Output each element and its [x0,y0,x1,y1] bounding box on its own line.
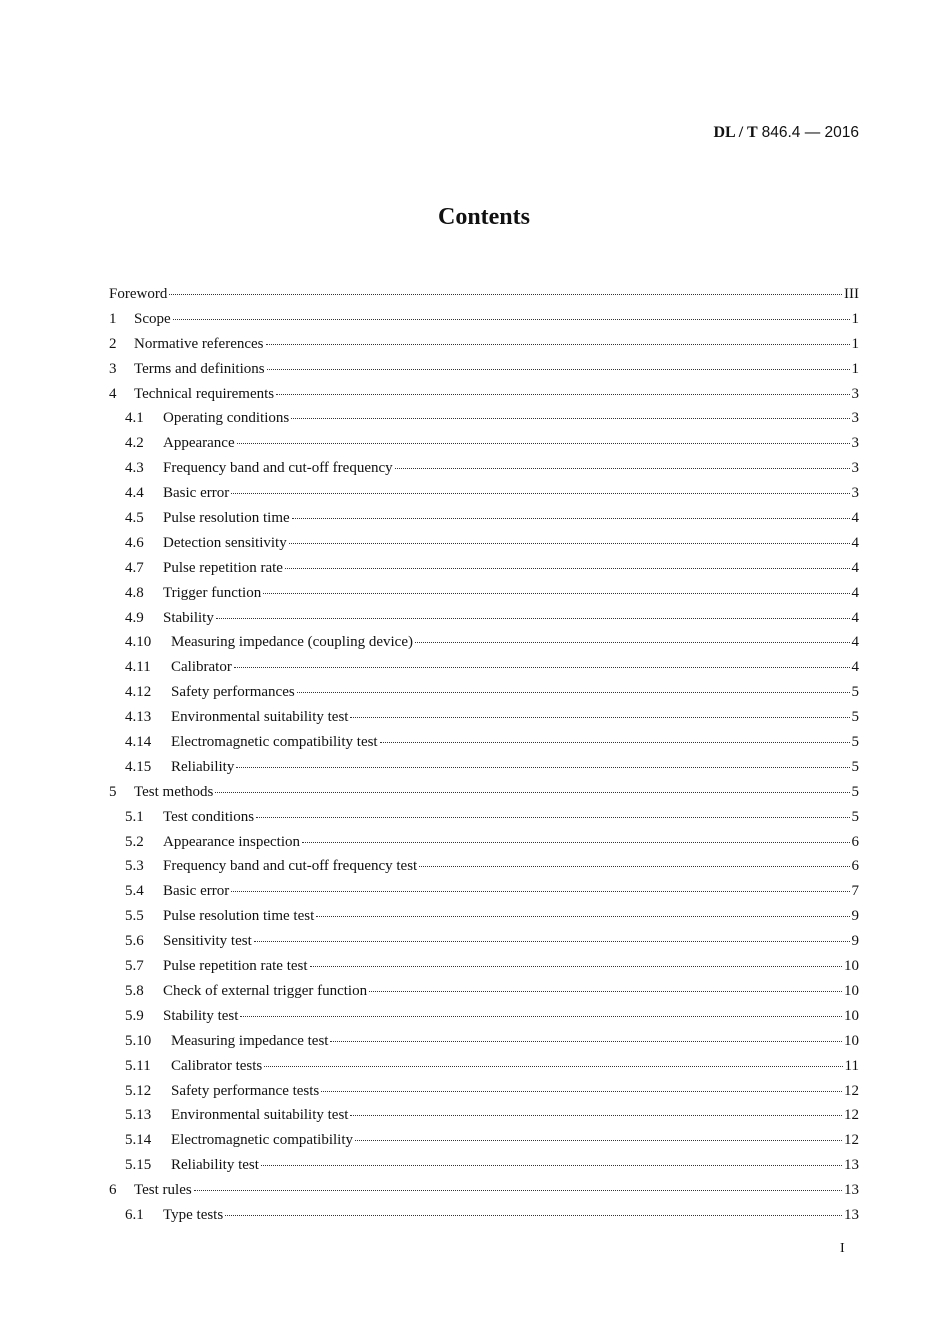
toc-entry-title: Foreword [109,286,168,302]
toc-entry[interactable] [109,406,859,431]
toc-entry-page: 11 [844,1057,859,1074]
dot-leader [380,740,850,743]
toc-entry-title: Terms and definitions [134,360,265,377]
toc-entry-title: Frequency band and cut-off frequency test [163,858,418,875]
toc-entry-number: 4.1 [125,410,144,427]
toc-entry-page: 4 [851,559,859,576]
toc-entry-number: 3 [109,360,117,377]
toc-entry[interactable] [109,556,859,581]
toc-entry-page: 12 [844,1107,859,1124]
toc-entry-title: Operating conditions [163,410,290,427]
toc-entry-title: Detection sensitivity [163,534,287,551]
toc-entry-title: Frequency band and cut-off frequency [163,460,393,477]
standard-code: DL / T [713,124,758,141]
toc-entry-title: Normative references [134,335,264,352]
toc-entry-title: Trigger function [163,584,262,601]
toc-entry-title: Pulse resolution time test [163,908,315,925]
toc-entry[interactable] [109,630,859,655]
toc-entry-page: 12 [844,1082,859,1099]
toc-entry-title: Check of external trigger function [163,982,368,999]
toc-entry[interactable] [109,979,859,1004]
toc-entry-title: Basic error [163,883,230,900]
toc-entry[interactable] [109,481,859,506]
toc-entry-title: Measuring impedance (coupling device) [171,634,413,651]
dot-leader [231,491,849,494]
toc-entry-page: 5 [851,758,859,775]
dot-leader [350,715,849,718]
dot-leader [395,466,850,469]
dot-leader [285,566,850,569]
dot-leader [291,416,849,419]
dot-leader [225,1213,842,1216]
toc-entry-number: 4.13 [125,709,152,726]
toc-entry[interactable] [109,1103,859,1128]
toc-entry-page: 3 [851,460,859,477]
toc-entry[interactable] [109,1079,859,1104]
toc-entry-number: 5.9 [125,1007,144,1024]
toc-entry[interactable] [109,830,859,855]
dot-leader [369,989,842,992]
dot-leader [316,914,849,917]
dot-leader [350,1113,842,1116]
toc-entry[interactable] [109,382,859,407]
toc-entry-page: 5 [851,709,859,726]
dot-leader [355,1138,842,1141]
toc-entry-title: Basic error [163,485,230,502]
toc-entry-number: 5.13 [125,1107,152,1124]
toc-entry-page: 6 [851,833,859,850]
dot-leader [266,342,850,345]
toc-entry-title: Stability test [163,1007,239,1024]
toc-entry-number: 5.5 [125,908,144,925]
toc-entry-title: Reliability test [171,1157,259,1174]
toc-entry[interactable] [109,1153,859,1178]
toc-entry[interactable] [109,879,859,904]
dot-leader [263,591,849,594]
dot-leader [302,840,849,843]
toc-entry[interactable] [109,456,859,481]
toc-entry-page: 1 [851,310,859,327]
dot-leader [267,367,850,370]
toc-entry-number: 4.6 [125,534,144,551]
toc-entry-number: 5.1 [125,808,144,825]
dot-leader [264,1064,842,1067]
toc-entry-page: 10 [844,958,859,975]
toc-entry-number: 2 [109,335,117,352]
toc-entry[interactable] [109,680,859,705]
dot-leader [254,939,850,942]
toc-entry-title: Stability [163,609,214,626]
toc-entry-page: 4 [851,659,859,676]
dot-leader [292,516,850,519]
toc-entry-number: 4.8 [125,584,144,601]
toc-entry-title: Pulse resolution time [163,510,290,527]
toc-entry-page: 10 [844,1032,859,1049]
toc-entry[interactable] [109,1128,859,1153]
toc-entry-number: 5.11 [125,1057,151,1074]
toc-entry-page: 6 [851,858,859,875]
toc-entry[interactable] [109,606,859,631]
toc-entry[interactable] [109,307,859,332]
standard-number: 846.4 — 2016 [761,124,859,141]
toc-entry-title: Type tests [163,1206,224,1223]
dot-leader [240,1014,842,1017]
toc-entry-number: 4.5 [125,510,144,527]
toc-entry-number: 5.2 [125,833,144,850]
toc-entry[interactable] [109,655,859,680]
dot-leader [173,317,850,320]
toc-entry-page: 3 [851,385,859,402]
dot-leader [321,1089,842,1092]
toc-entry[interactable] [109,357,859,382]
dot-leader [310,964,842,967]
toc-entry-page: 4 [851,510,859,527]
toc-entry[interactable] [109,705,859,730]
toc-entry-number: 4.4 [125,485,144,502]
toc-entry-title: Sensitivity test [163,933,252,950]
toc-entry-title: Reliability [171,758,235,775]
toc-entry[interactable] [109,904,859,929]
toc-entry-number: 6 [109,1182,117,1199]
toc-entry-title: Pulse repetition rate [163,559,283,576]
toc-entry[interactable] [109,730,859,755]
dot-leader [231,889,849,892]
toc-entry-number: 5.15 [125,1157,152,1174]
toc-entry-title: Environmental suitability test [171,1107,349,1124]
toc-entry[interactable] [109,332,859,357]
toc-entry-number: 4.9 [125,609,144,626]
toc-entry-page: 10 [844,982,859,999]
toc-entry-number: 5 [109,783,117,800]
toc-entry-title: Safety performances [171,684,295,701]
toc-entry-number: 4.2 [125,435,144,452]
toc-entry-title: Technical requirements [134,385,275,402]
dot-leader [236,765,849,768]
toc-entry-number: 5.14 [125,1132,152,1149]
toc-entry-page: 1 [851,360,859,377]
toc-entry-title: Measuring impedance test [171,1032,329,1049]
dot-leader [215,790,849,793]
dot-leader [289,541,850,544]
toc-entry-number: 4.11 [125,659,151,676]
toc-entry-page: 13 [844,1157,859,1174]
toc-entry-title: Environmental suitability test [171,709,349,726]
toc-entry[interactable] [109,929,859,954]
toc-entry-number: 5.3 [125,858,144,875]
toc-entry-page: 10 [844,1007,859,1024]
toc-entry[interactable] [109,954,859,979]
toc-entry-number: 4.12 [125,684,152,701]
toc-entry-page: 3 [851,435,859,452]
page-title: Contents [437,204,530,230]
toc-entry-page: 9 [851,933,859,950]
dot-leader [330,1039,842,1042]
toc-entry-number: 4.15 [125,758,152,775]
toc-entry-title: Safety performance tests [171,1082,320,1099]
toc-entry-page: III [844,286,859,302]
toc-entry[interactable] [109,780,859,805]
toc-entry-number: 5.7 [125,958,144,975]
toc-entry[interactable] [109,805,859,830]
dot-leader [234,665,850,668]
toc-entry-page: 3 [851,410,859,427]
dot-leader [194,1188,842,1191]
toc-entry-page: 7 [851,883,859,900]
toc-entry[interactable] [109,531,859,556]
dot-leader [237,441,850,444]
toc-entry-title: Calibrator [171,659,232,676]
toc-entry-page: 5 [851,808,859,825]
toc-entry-page: 3 [851,485,859,502]
toc-entry-title: Scope [134,310,171,327]
toc-entry[interactable] [109,1029,859,1054]
toc-entry[interactable] [109,506,859,531]
toc-entry[interactable] [109,581,859,606]
toc-entry-number: 5.12 [125,1082,152,1099]
toc-entry[interactable] [109,1203,859,1228]
toc-entry-number: 5.6 [125,933,144,950]
toc-entry[interactable] [109,854,859,879]
toc-entry-page: 4 [851,634,859,651]
dot-leader [256,815,849,818]
dot-leader [419,864,849,867]
page-number: I [840,1241,845,1256]
table-of-contents [109,282,859,1228]
toc-entry-page: 9 [851,908,859,925]
toc-entry-page: 5 [851,684,859,701]
toc-entry-number: 4.14 [125,734,152,751]
toc-entry-title: Calibrator tests [171,1057,263,1074]
toc-entry-page: 5 [851,783,859,800]
toc-entry-title: Appearance [163,435,235,452]
toc-entry-number: 4.3 [125,460,144,477]
toc-entry-title: Electromagnetic compatibility [171,1132,354,1149]
toc-entry-title: Appearance inspection [163,833,301,850]
dot-leader [415,640,850,643]
toc-entry-number: 5.10 [125,1032,152,1049]
toc-entry-page: 13 [844,1182,859,1199]
dot-leader [276,392,849,395]
toc-entry-page: 4 [851,534,859,551]
dot-leader [169,292,842,295]
toc-entry[interactable] [109,282,859,307]
toc-entry-number: 1 [109,310,117,327]
toc-entry-number: 5.4 [125,883,144,900]
toc-entry-number: 4.7 [125,559,144,576]
toc-entry-title: Test conditions [163,808,255,825]
toc-entry-page: 4 [851,584,859,601]
toc-entry[interactable] [109,1004,859,1029]
standard-code-header [713,124,859,142]
dot-leader [297,690,850,693]
toc-entry-title: Pulse repetition rate test [163,958,308,975]
toc-entry[interactable] [109,755,859,780]
toc-entry-page: 1 [851,335,859,352]
toc-entry-page: 13 [844,1206,859,1223]
toc-entry-page: 4 [851,609,859,626]
toc-entry-page: 12 [844,1132,859,1149]
dot-leader [261,1163,842,1166]
toc-entry[interactable] [109,1178,859,1203]
toc-entry-title: Test methods [134,783,214,800]
toc-entry-number: 4 [109,385,117,402]
toc-entry-number: 6.1 [125,1206,144,1223]
toc-entry-page: 5 [851,734,859,751]
dot-leader [216,616,850,619]
toc-entry[interactable] [109,431,859,456]
toc-entry-title: Test rules [134,1182,192,1199]
toc-entry-title: Electromagnetic compatibility test [171,734,378,751]
toc-entry[interactable] [109,1054,859,1079]
toc-entry-number: 5.8 [125,982,144,999]
toc-entry-number: 4.10 [125,634,152,651]
